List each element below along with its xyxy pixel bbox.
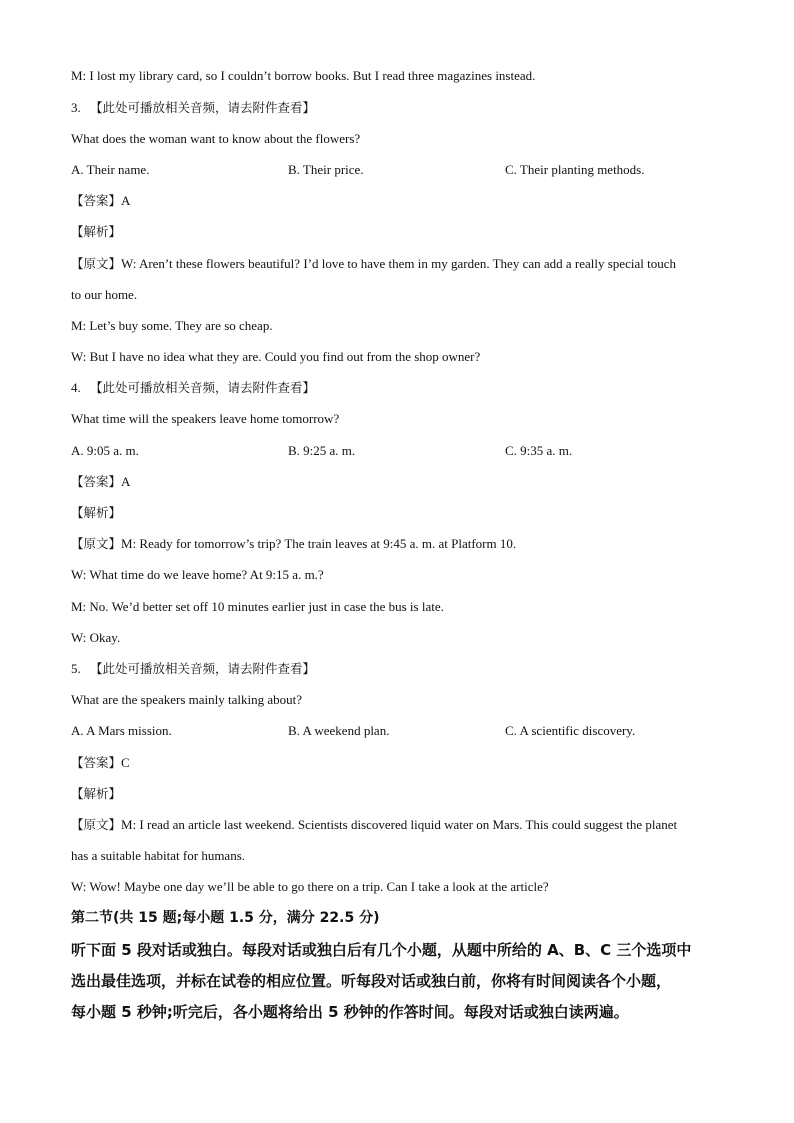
question-number: 4. <box>71 380 81 395</box>
question-3-analysis-label: 【解析】 <box>71 224 122 239</box>
transcript-text: M: I read an article last weekend. Scientists discovered liquid water on Mars. This could suggest the planet <box>121 817 678 832</box>
question-5-answer <box>71 755 130 771</box>
original-label: 【原文】 <box>71 256 122 271</box>
original-label: 【原文】 <box>71 817 122 832</box>
question-3-transcript-line-3: M: Let’s buy some. They are so cheap. <box>71 318 273 333</box>
question-3-transcript-line-2: to our home. <box>71 287 138 302</box>
question-3-transcript-line-4: W: But I have no idea what they are. Could you find out from the shop owner? <box>71 349 481 364</box>
question-5-text: What are the speakers mainly talking about? <box>71 692 303 707</box>
option-a: A. 9:05 a. m. <box>71 443 139 458</box>
transcript-text: M: Ready for tomorrow’s trip? The train leaves at 9:45 a. m. at Platform 10. <box>121 536 517 551</box>
option-c: C. 9:35 a. m. <box>505 443 573 458</box>
section-heading: 第二节(共 15 题;每小题 1.5 分，满分 22.5 分) <box>71 910 380 926</box>
question-3-header <box>71 100 315 116</box>
transcript-text: W: Aren’t these flowers beautiful? I’d love to have them in my garden. They can add a really special touch <box>121 256 676 271</box>
intro-transcript-line: M: I lost my library card, so I couldn’t borrow books. But I read three magazines instead. <box>71 68 536 83</box>
question-number: 5. <box>71 661 81 676</box>
option-a: A. Their name. <box>71 162 150 177</box>
question-4-answer <box>71 474 130 490</box>
question-3-text: What does the woman want to know about the flowers? <box>71 131 361 146</box>
question-5-transcript-line-2: has a suitable habitat for humans. <box>71 848 246 863</box>
section-instructions-line-2: 选出最佳选项，并标在试卷的相应位置。听每段对话或独白前，你将有时间阅读各个小题， <box>71 972 672 990</box>
question-5-header <box>71 661 315 677</box>
option-a: A. A Mars mission. <box>71 723 172 738</box>
answer-value: A <box>121 474 131 489</box>
question-5-transcript-line-1 <box>71 817 677 833</box>
option-c: C. Their planting methods. <box>505 162 645 177</box>
answer-label: 【答案】 <box>71 193 122 208</box>
question-4-transcript-line-3: M: No. We’d better set off 10 minutes earlier just in case the bus is late. <box>71 599 444 614</box>
original-label: 【原文】 <box>71 536 122 551</box>
audio-note[interactable]: 【此处可播放相关音频，请去附件查看】 <box>90 380 316 395</box>
question-number: 3. <box>71 100 81 115</box>
question-4-analysis-label: 【解析】 <box>71 505 122 520</box>
option-b: B. Their price. <box>288 162 364 177</box>
audio-note[interactable]: 【此处可播放相关音频，请去附件查看】 <box>90 100 316 115</box>
answer-label: 【答案】 <box>71 474 122 489</box>
answer-value: A <box>121 193 131 208</box>
question-4-header <box>71 380 315 396</box>
question-4-text: What time will the speakers leave home tomorrow? <box>71 411 340 426</box>
section-instructions-line-1: 听下面 5 段对话或独白。每段对话或独白后有几个小题，从题中所给的 A、B、C 三个选项中 <box>71 941 692 959</box>
answer-label: 【答案】 <box>71 755 122 770</box>
audio-note[interactable]: 【此处可播放相关音频，请去附件查看】 <box>90 661 316 676</box>
question-4-transcript-line-1 <box>71 536 516 552</box>
question-5-transcript-line-3: W: Wow! Maybe one day we’ll be able to go there on a trip. Can I take a look at the article? <box>71 879 549 894</box>
option-b: B. 9:25 a. m. <box>288 443 356 458</box>
question-4-transcript-line-2: W: What time do we leave home? At 9:15 a. m.? <box>71 567 324 582</box>
section-instructions-line-3: 每小题 5 秒钟;听完后，各小题将给出 5 秒钟的作答时间。每段对话或独白读两遍。 <box>71 1003 629 1021</box>
question-3-answer <box>71 193 130 209</box>
question-4-transcript-line-4: W: Okay. <box>71 630 121 645</box>
question-3-transcript-line-1 <box>71 256 676 272</box>
option-c: C. A scientific discovery. <box>505 723 636 738</box>
option-b: B. A weekend plan. <box>288 723 390 738</box>
question-5-analysis-label: 【解析】 <box>71 786 122 801</box>
answer-value: C <box>121 755 130 770</box>
